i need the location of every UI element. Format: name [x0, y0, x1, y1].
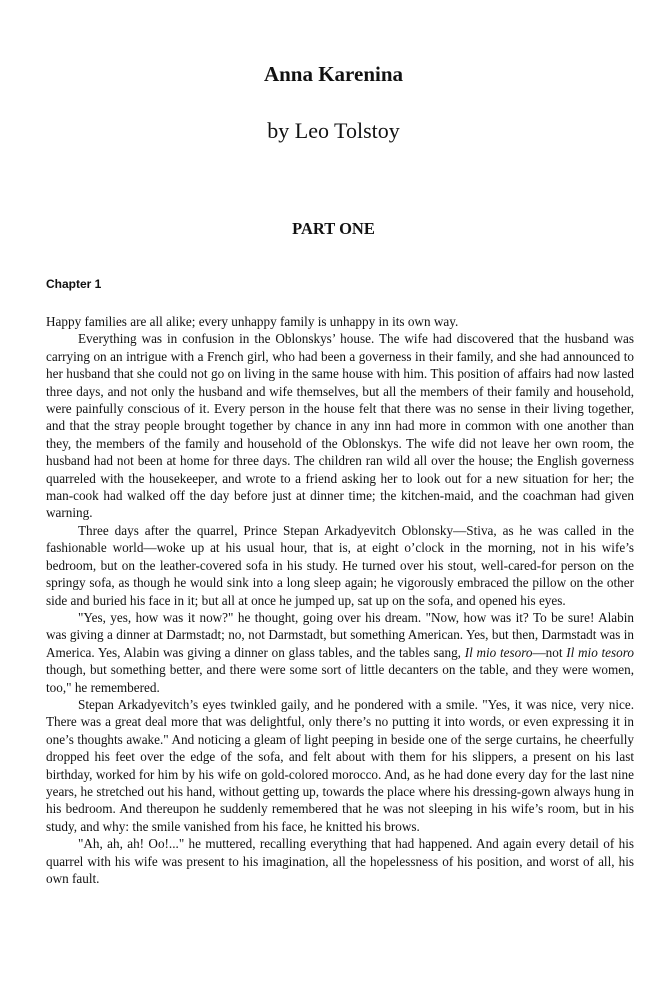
book-title: Anna Karenina: [263, 62, 404, 86]
italic-phrase-1: Il mio tesoro: [464, 644, 533, 660]
author-byline: by Leo Tolstoy: [267, 118, 400, 143]
paragraph-4-text-b: —not: [532, 644, 567, 660]
paragraph-2: Everything was in confusion in the Oblonskys’ house. The wife had discovered that the husband was carrying on an intrigue with a French girl, who had been a governess in their family, and she had announced to her husband that she could not go on living in the same house with him. This position of affairs had now lasted three days, and not only the husband and wife themselves, but all the members of their family and household, were painfully conscious of it. Every person in the house felt that there was no sense in their living together, and that the stray people brought together by chance in any inn had more in common with one another than they, the members of the family and household of the Oblonskys. The wife did not leave her own room, the husband had not been at home for three days. The children ran wild all over the house; the English governess quarreled with the housekeeper, and wrote to a friend asking her to look out for a new situation for her; the man-cook had walked off the day before just at dinner time; the kitchen-maid, and the coachman had given warning.: [46, 331, 634, 521]
chapter-heading: Chapter 1: [46, 277, 102, 291]
paragraph-1: Happy families are all alike; every unhappy family is unhappy in its own way.: [46, 314, 459, 329]
paragraph-6: "Ah, ah, ah! Oo!..." he muttered, recalling everything that had happened. And again every detail of his quarrel with his wife was present to his imagination, all the hopelessness of his position, and worst of all, his own fault.: [46, 836, 634, 886]
paragraph-3: Three days after the quarrel, Prince Stepan Arkadyevitch Oblonsky—Stiva, as he was called in the fashionable world—woke up at his usual hour, that is, at eight o’clock in the morning, not in his wife’s bedroom, but on the leather-covered sofa in his study. He turned over his stout, well-cared-for person on the springy sofa, as though he would sink into a long sleep again; he vigorously embraced the pillow on the other side and buried his face in it; but all at once he jumped up, sat up on the sofa, and opened his eyes.: [46, 522, 634, 608]
paragraph-4: [46, 609, 634, 696]
paragraph-4-text-a: "Yes, yes, how was it now?" he thought, going over his dream. "Now, how was it? To be sure! Alabin was giving a dinner at Darmstadt; no, not Darmstadt, but something American. Yes, but then, Darmstadt was in America. Yes, Alabin was giving a dinner on glass tables, and the tables sang,: [46, 609, 634, 660]
chapter-body: [46, 313, 634, 887]
paragraph-4-text-c: though, but something better, and there were some sort of little decanters on the table, and they were women, too," he remembered.: [46, 662, 634, 695]
italic-phrase-2: Il mio tesoro: [566, 644, 634, 660]
part-heading: PART ONE: [292, 219, 375, 238]
paragraph-5: Stepan Arkadyevitch’s eyes twinkled gaily, and he pondered with a smile. "Yes, it was nice, very nice. There was a great deal more that was delightful, only there’s no putting it into words, or even expressing it in one’s thoughts awake." And noticing a gleam of light peeping in beside one of the serge curtains, he cheerfully dropped his feet over the edge of the sofa, and felt about with them for his slippers, a present on his last birthday, worked for him by his wife on gold-colored morocco. And, as he had done every day for the last nine years, he stretched out his hand, without getting up, towards the place where his dressing-gown always hung in his bedroom. And thereupon he suddenly remembered that he was not sleeping in his wife’s room, but in his study, and why: the smile vanished from his face, he knitted his brows.: [46, 696, 634, 834]
